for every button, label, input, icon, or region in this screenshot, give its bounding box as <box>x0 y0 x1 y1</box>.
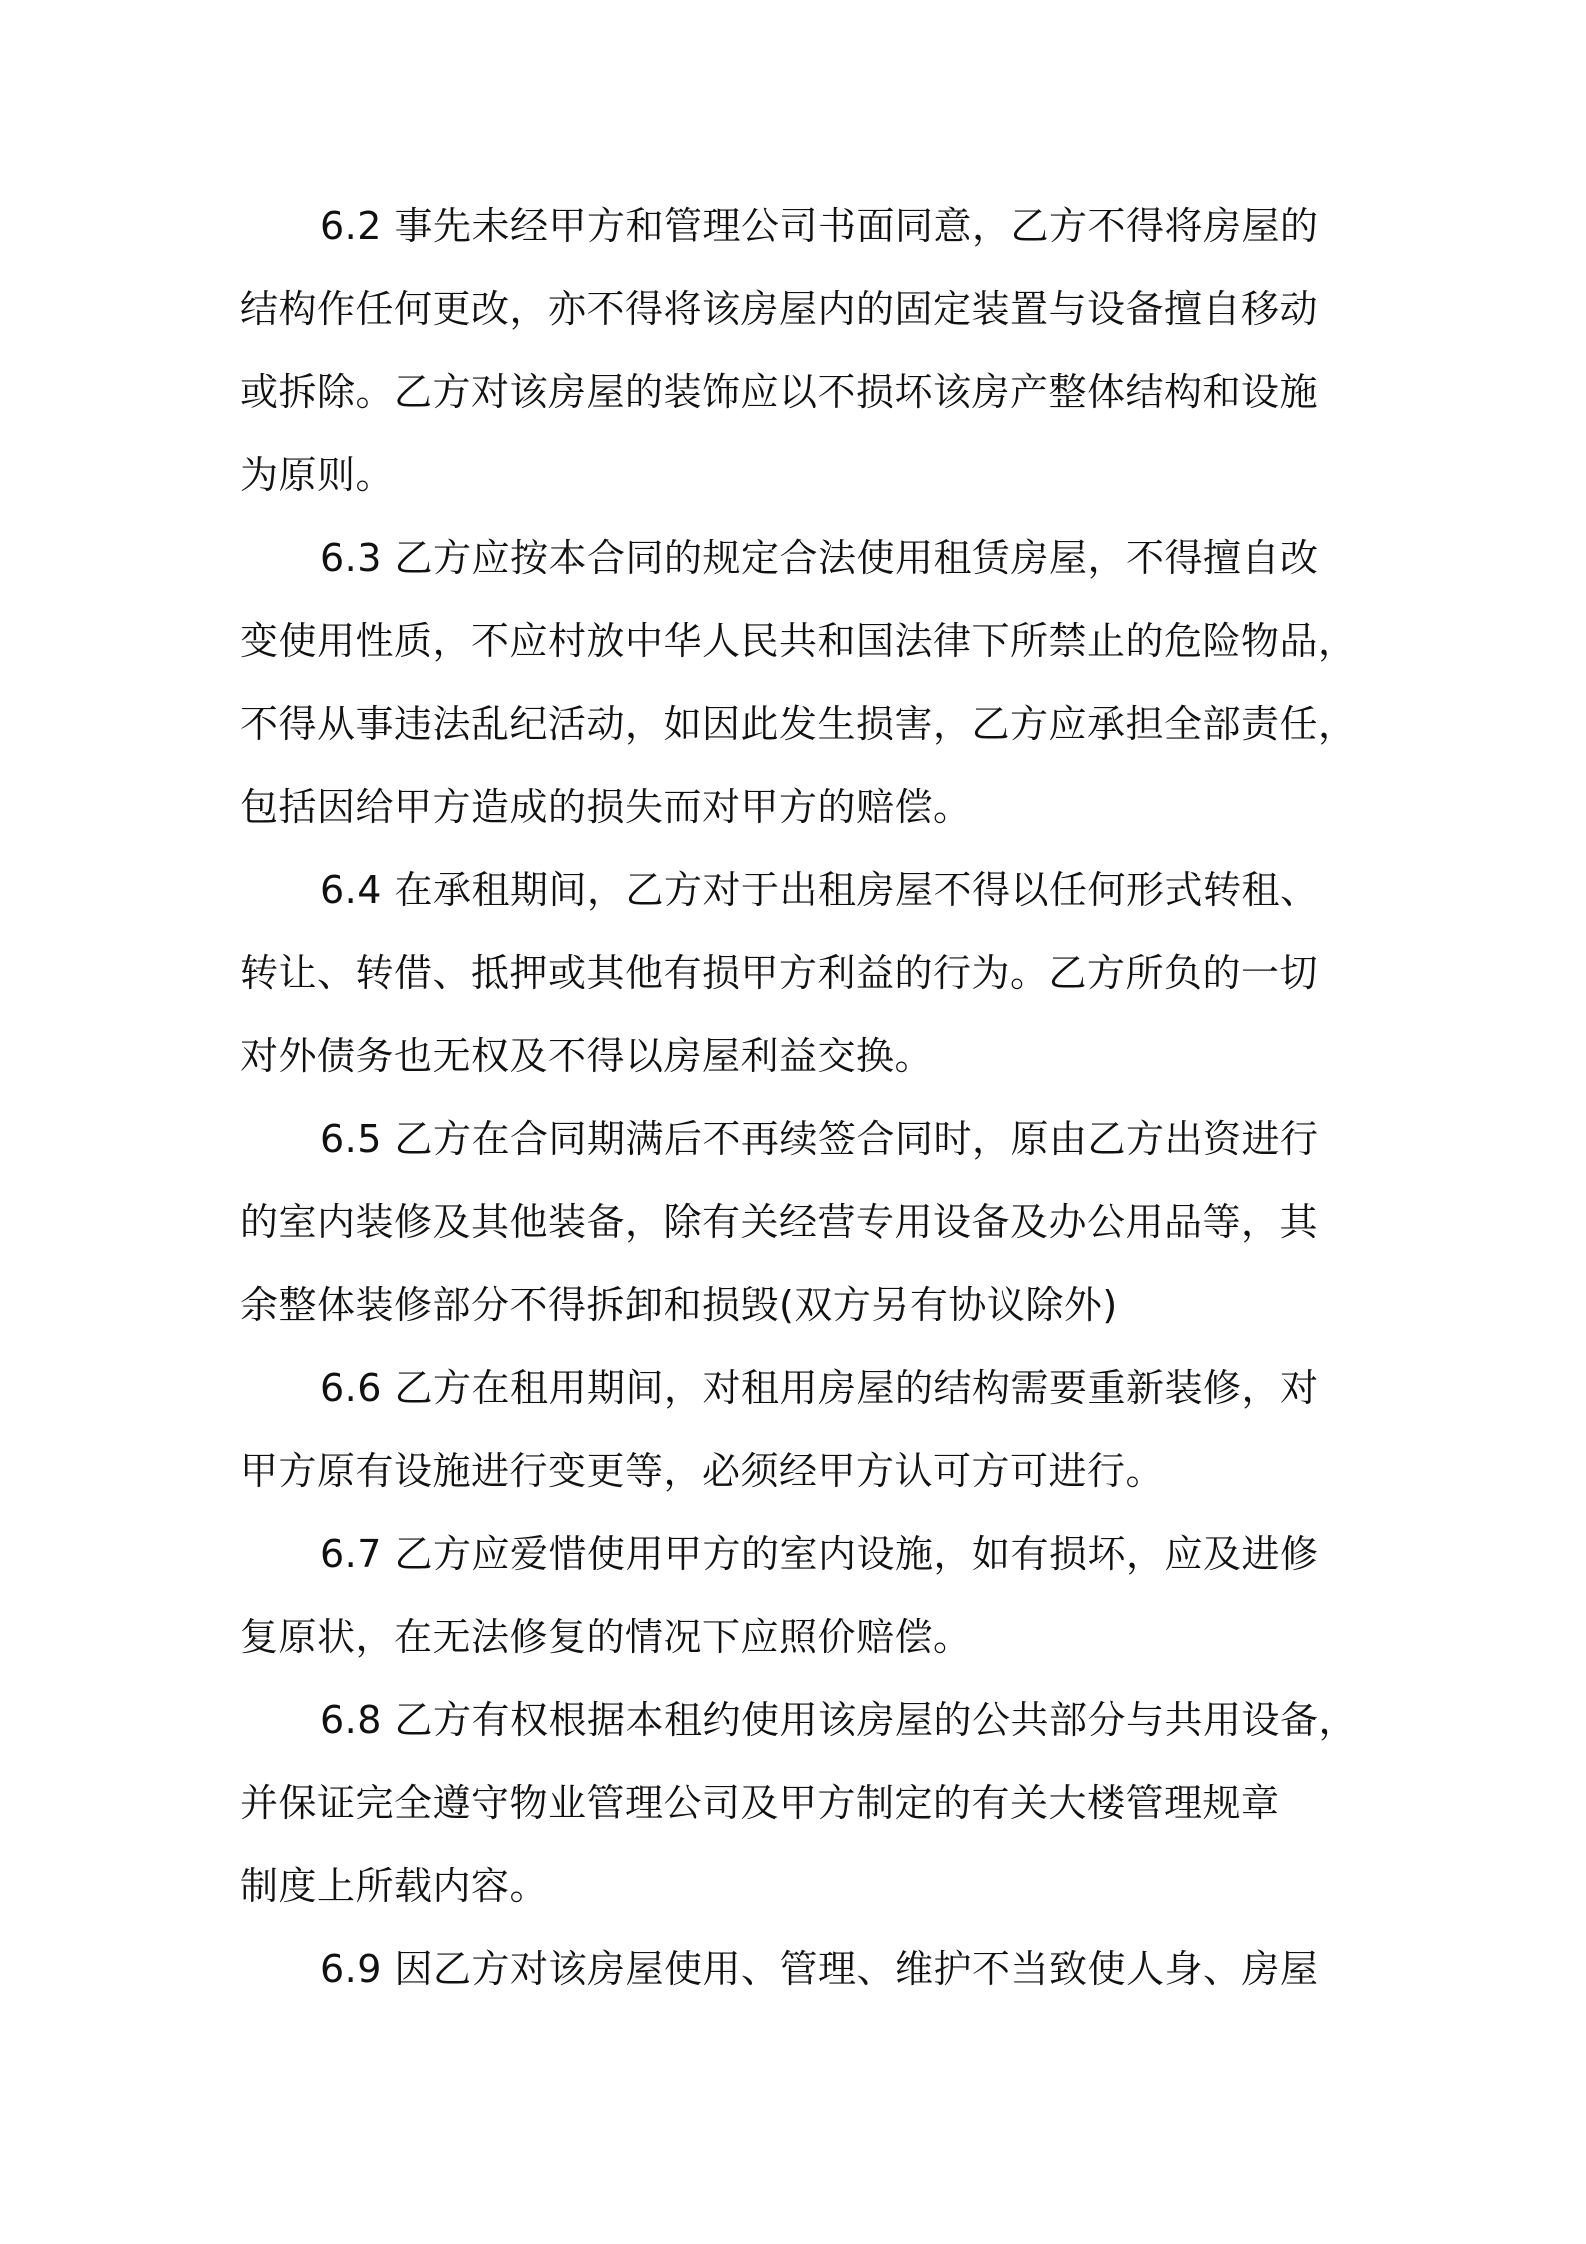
clause-6-2-line-3: 或拆除。乙方对该房屋的装饰应以不损坏该房产整体结构和设施 <box>240 370 1319 414</box>
clause-6-3-line-4: 包括因给甲方造成的损失而对甲方的赔偿。 <box>240 785 972 829</box>
clause-6-8-line-3: 制度上所载内容。 <box>240 1864 549 1908</box>
clause-6-2-line-1: 6.2 事先未经甲方和管理公司书面同意，乙方不得将房屋的 <box>320 204 1319 248</box>
clause-6-7-line-1: 6.7 乙方应爱惜使用甲方的室内设施，如有损坏，应及进修 <box>320 1532 1319 1576</box>
clause-6-2-line-4: 为原则。 <box>240 453 395 497</box>
clause-6-4-line-2: 转让、转借、抵押或其他有损甲方利益的行为。乙方所负的一切 <box>240 951 1319 995</box>
clause-6-5-line-3: 余整体装修部分不得拆卸和损毁(双方另有协议除外) <box>240 1283 1118 1327</box>
clause-6-6-line-1: 6.6 乙方在租用期间，对租用房屋的结构需要重新装修，对 <box>320 1366 1319 1410</box>
clause-6-5-line-2: 的室内装修及其他装备，除有关经营专用设备及办公用品等，其 <box>240 1200 1319 1244</box>
clause-6-3-line-1: 6.3 乙方应按本合同的规定合法使用租赁房屋，不得擅自改 <box>320 536 1319 580</box>
clause-6-4-line-1: 6.4 在承租期间，乙方对于出租房屋不得以任何形式转租、 <box>320 868 1319 912</box>
clause-6-3-line-2: 变使用性质，不应村放中华人民共和国法律下所禁止的危险物品， <box>240 619 1357 663</box>
clause-6-2-line-2: 结构作任何更改，亦不得将该房屋内的固定装置与设备擅自移动 <box>240 287 1319 331</box>
clause-6-7-line-2: 复原状，在无法修复的情况下应照价赔偿。 <box>240 1615 972 1659</box>
clause-6-4-line-3: 对外债务也无权及不得以房屋利益交换。 <box>240 1034 934 1078</box>
clause-6-6-line-2: 甲方原有设施进行变更等，必须经甲方认可方可进行。 <box>240 1449 1165 1493</box>
clause-6-5-line-1: 6.5 乙方在合同期满后不再续签合同时，原由乙方出资进行 <box>320 1117 1319 1161</box>
clause-6-9-line-1: 6.9 因乙方对该房屋使用、管理、维护不当致使人身、房屋 <box>320 1947 1319 1991</box>
clause-6-8-line-1: 6.8 乙方有权根据本租约使用该房屋的公共部分与共用设备， <box>320 1698 1358 1742</box>
clause-6-8-line-2: 并保证完全遵守物业管理公司及甲方制定的有关大楼管理规章 <box>240 1781 1280 1825</box>
clause-6-3-line-3: 不得从事违法乱纪活动，如因此发生损害，乙方应承担全部责任， <box>240 702 1357 746</box>
